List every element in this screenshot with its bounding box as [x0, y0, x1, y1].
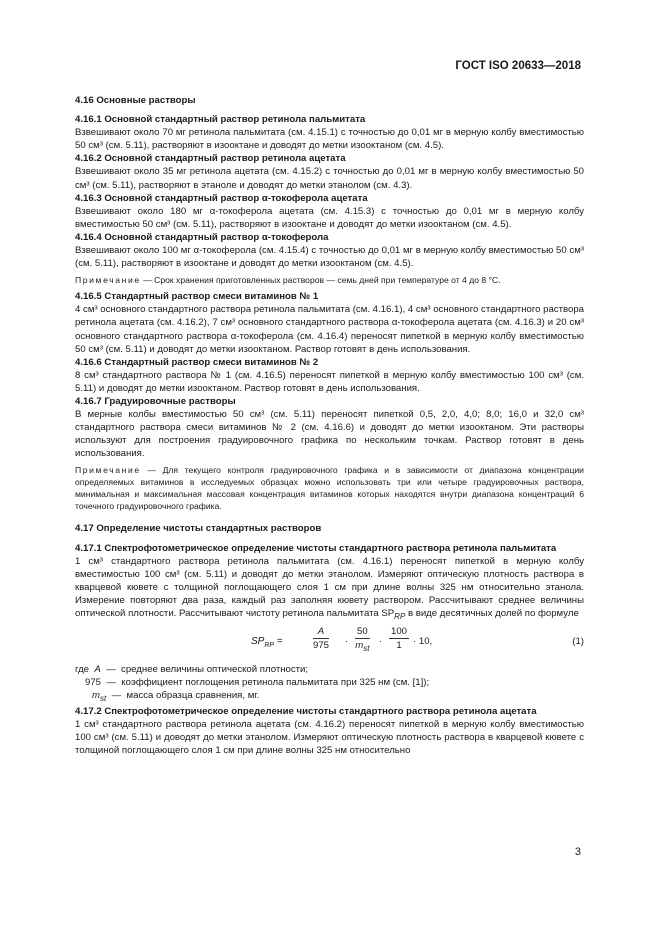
fraction-100-1: $\frac{100}{1}$: [391, 626, 408, 652]
legend-row: 975 — коэффициент поглощения ретинола пальмитата при 325 нм (см. [1]);: [85, 677, 430, 689]
section-4-17-2-title: 4.17.2 Спектрофотометрическое определение чистоты стандартного раствора ретинола ацетата: [75, 706, 537, 718]
section-4-16-7-text: В мерные колбы вместимостью 50 см³ (см. 5.11) переносят пипеткой 0,5, 2,0, 4,0; 8,0; 16,0 и 32,0 см³ стандартного раствора смеси витаминов № 2 (см. 4.16.6) и доводят до метки изооктаном. Эти растворы используют для построения градуировочного графика по нескольким точкам. Раствор готовят в день использования.: [75, 409, 584, 460]
standard-header: ГОСТ ISO 20633—2018: [455, 60, 581, 72]
formula-tail: · 10,: [413, 636, 433, 647]
section-4-16-1-text: Взвешивают около 70 мг ретинола пальмитата (см. 4.15.1) с точностью до 0,01 мг в мерную колбу вместимостью 50 см³ (см. 5.11), растворяют в изооктане и доводят до метки изооктаном (см. 4.5).: [75, 127, 584, 152]
page-content: [75, 94, 584, 758]
section-4-16-5-title: 4.16.5 Стандартный раствор смеси витаминов № 1: [75, 291, 319, 303]
section-4-16-6-title: 4.16.6 Стандартный раствор смеси витаминов № 2: [75, 356, 319, 368]
section-4-17-2-text: 1 см³ стандартного раствора ретинола ацетата (см. 4.16.2) переносят пипеткой в мерную колбу вместимостью 100 см³ (см. 5.11) и доводят до метки этанолом. Измеряют оптическую плотность раствора в кварцевой кювете с толщиной поглощающего слоя 1 см при длине волны 325 нм относительно: [75, 719, 584, 757]
fraction-50-mst: 50 $m_{st}$: [355, 626, 370, 653]
formula-number: (1): [572, 636, 584, 647]
formula-lhs: $SP_{RP}$ =: [251, 636, 283, 649]
note-calibration: [75, 464, 584, 512]
formula-legend: [75, 663, 584, 705]
section-4-16-2-title: 4.16.2 Основной стандартный раствор ретинола ацетата: [75, 153, 346, 165]
section-4-16-4-text: Взвешивают около 100 мг α-токоферола (см. 4.15.4) с точностью до 0,01 мг в мерную колбу вместимостью 50 см³ (см. 5.11), растворяют в изооктане и доводят до метки изооктаном (см. 4.5).: [75, 245, 584, 270]
legend-row: где A — среднее величины оптической плотности;: [75, 664, 309, 675]
note-storage: [75, 274, 584, 286]
legend-row: $m_{st}$ — масса образца сравнения, мг.: [92, 690, 260, 704]
section-4-16-1-title: 4.16.1 Основной стандартный раствор ретинола пальмитата: [75, 114, 366, 126]
page-number: 3: [574, 846, 581, 858]
formula-1: $SP_{RP}$ = $\frac{A}{975}$ · 50 $m_{st}$ · $\frac{100}{1}$ · 10, (1): [75, 625, 584, 661]
section-4-16-7-title: 4.16.7 Градуировочные растворы: [75, 395, 236, 407]
section-4-17-1-text: 1 см³ стандартного раствора ретинола пальмитата (см. 4.16.1) переносят пипеткой в мерную колбу вместимостью 100 см³ (см. 5.11) и доводят до метки этанолом. Измеряют оптическую плотность раствора в кварцевой кювете с толщиной поглощающего слоя 1 см при длине волны 325 нм относительно этанола. Измерение повторяют два раза, каждый раз заполняя кювету раствором. Рассчитывают среднее величины оптической плотности. Рассчитывают чистоту ретинола пальмитата $SP_{RP}$ в виде десятичных долей по формуле: [75, 555, 584, 621]
section-4-17-1-title: 4.17.1 Спектрофотометрическое определение чистоты стандартного раствора ретинола пальмитата: [75, 542, 557, 554]
fraction-a-975: $\frac{A}{975}$: [313, 626, 330, 652]
section-4-16-6-text: 8 см³ стандартного раствора № 1 (см. 4.16.5) переносят пипеткой в мерную колбу вместимостью 100 см³ (см. 5.11) и доводят до метки изооктаном. Раствор готовят в день использования.: [75, 369, 584, 394]
section-4-16-5-text: 4 см³ основного стандартного раствора ретинола пальмитата (см. 4.16.1), 4 см³ основного стандартного раствора ретинола ацетата (см. 4.16.2), 7 см³ основного стандартного раствора α-токоферола ацетата (см. 4.16.3) и 20 см³ основного стандартного раствора α-токоферола (см. 4.16.4) переносят пипеткой в мерную колбу вместимостью 50 см³ (см. 5.11) и доводят до метки изооктаном. Раствор готовят в день использования.: [75, 304, 584, 355]
section-4-17-title: 4.17 Определение чистоты стандартных растворов: [75, 523, 322, 535]
section-4-16-4-title: 4.16.4 Основной стандартный раствор α-токоферола: [75, 231, 329, 243]
section-4-16-2-text: Взвешивают около 35 мг ретинола ацетата (см. 4.15.2) с точностью до 0,01 мг в мерную колбу вместимостью 50 см³ (см. 5.11), растворяют в этаноле и доводят до метки этанолом (см. 4.3).: [75, 166, 584, 191]
note-text: — Срок хранения приготовленных растворов — семь дней при температуре от 4 до 8 °С.: [140, 275, 501, 286]
note-label: Примечание: [75, 465, 141, 476]
section-4-16-3-title: 4.16.3 Основной стандартный раствор α-токоферола ацетата: [75, 192, 368, 204]
note-label: Примечание: [75, 275, 141, 286]
section-4-16-3-text: Взвешивают около 180 мг α-токоферола ацетата (см. 4.15.3) с точностью до 0,01 мг в мерную колбу вместимостью 50 см³ (см. 5.11), растворяют в изооктане и доводят до метки изооктаном (см. 4.5).: [75, 205, 584, 230]
note-text: — Для текущего контроля градуировочного графика и в зависимости от диапазона концентрации определяемых витаминов в исследуемых образцах можно использовать три или четыре градуировочных раствора, минимальная и максимальная массовая концентрация витаминов которых находятся внутри диапазона концентраций 6 точечного градуировочного графика.: [75, 465, 584, 512]
section-4-16-title: 4.16 Основные растворы: [75, 95, 196, 106]
